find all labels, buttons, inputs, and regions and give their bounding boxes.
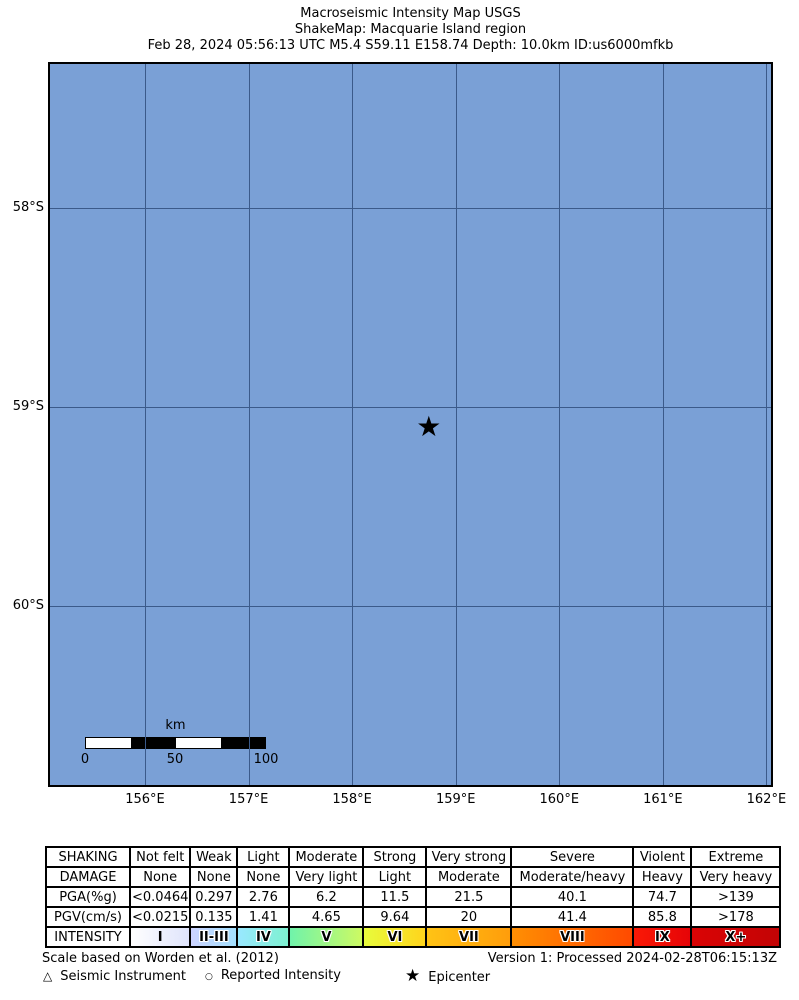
legend-cell: Very heavy <box>691 867 780 887</box>
scale-bar-tick-labels <box>80 752 279 768</box>
legend-cell: Weak <box>190 847 237 867</box>
legend-cell: None <box>130 867 190 887</box>
legend-item-reported-intensity <box>205 966 341 987</box>
legend-cell: 6.2 <box>289 887 363 907</box>
legend-row-shaking <box>46 847 780 867</box>
scale-bar-segment <box>86 738 131 748</box>
legend-cell: Not felt <box>130 847 190 867</box>
legend-cell: 0.297 <box>190 887 237 907</box>
intensity-cell-viii: VIII <box>511 927 633 947</box>
grid-line-parallel <box>50 407 771 408</box>
legend-cell: >178 <box>691 907 780 927</box>
legend-cell: None <box>237 867 289 887</box>
legend-cell: >139 <box>691 887 780 907</box>
grid-line-meridian <box>352 64 353 785</box>
scale-bar-unit-label: km <box>165 718 186 733</box>
legend-cell: 4.65 <box>289 907 363 927</box>
legend-cell: Moderate <box>426 867 511 887</box>
scale-bar-segment <box>131 738 176 748</box>
grid-line-meridian <box>663 64 664 785</box>
legend-cell: Strong <box>363 847 426 867</box>
legend-row-damage <box>46 867 780 887</box>
legend-item-seismic-instrument <box>43 966 186 987</box>
y-tick-label: 58°S <box>12 200 44 215</box>
y-tick-label: 60°S <box>12 598 44 613</box>
legend-cell: Light <box>237 847 289 867</box>
legend-cell: <0.0215 <box>130 907 190 927</box>
legend-item-label: Reported Intensity <box>220 968 341 983</box>
grid-line-meridian <box>456 64 457 785</box>
legend-item-label: Epicenter <box>428 970 491 985</box>
x-tick-label: 161°E <box>643 792 683 807</box>
intensity-cell-vii: VII <box>426 927 511 947</box>
legend-cell: Very strong <box>426 847 511 867</box>
map-scale-bar <box>80 718 279 768</box>
legend-cell: 2.76 <box>237 887 289 907</box>
intensity-cell-iv: IV <box>237 927 289 947</box>
legend-cell: Moderate/heavy <box>511 867 633 887</box>
intensity-cell-i: I <box>130 927 190 947</box>
legend-item-label: Seismic Instrument <box>60 969 186 984</box>
version-processed-note: Version 1: Processed 2024-02-28T06:15:13Z <box>487 951 777 966</box>
map-canvas <box>48 62 773 787</box>
scale-tick-100: 100 <box>253 752 279 767</box>
intensity-legend-table <box>45 846 781 948</box>
y-tick-label: 59°S <box>12 399 44 414</box>
legend-cell: 40.1 <box>511 887 633 907</box>
legend-cell: 41.4 <box>511 907 633 927</box>
legend-cell: 1.41 <box>237 907 289 927</box>
legend-row-pgvcms <box>46 907 780 927</box>
intensity-cell-ii-iii: II-III <box>190 927 237 947</box>
legend-cell: 20 <box>426 907 511 927</box>
scale-bar-segment <box>221 738 265 748</box>
figure-subtitle: ShakeMap: Macquarie Island region <box>294 22 527 37</box>
intensity-cell-ix: IX <box>633 927 691 947</box>
grid-line-meridian <box>249 64 250 785</box>
intensity-cell-v: V <box>289 927 363 947</box>
legend-row-pgag <box>46 887 780 907</box>
figure-title: Macroseismic Intensity Map USGS <box>300 6 521 21</box>
legend-cell: Heavy <box>633 867 691 887</box>
legend-cell: 9.64 <box>363 907 426 927</box>
legend-row-header: PGA(%g) <box>46 887 130 907</box>
legend-cell: Severe <box>511 847 633 867</box>
x-tick-label: 156°E <box>125 792 165 807</box>
legend-row-header: SHAKING <box>46 847 130 867</box>
grid-line-meridian <box>559 64 560 785</box>
legend-cell: 0.135 <box>190 907 237 927</box>
grid-line-meridian <box>145 64 146 785</box>
star-icon: ★ <box>405 966 421 986</box>
legend-cell: Light <box>363 867 426 887</box>
x-tick-label: 158°E <box>332 792 372 807</box>
legend-cell: Extreme <box>691 847 780 867</box>
epicenter-star-icon: ★ <box>416 409 442 443</box>
intensity-cell-x+: X+ <box>691 927 780 947</box>
grid-line-meridian <box>766 64 767 785</box>
legend-cell: 85.8 <box>633 907 691 927</box>
legend-cell: Moderate <box>289 847 363 867</box>
symbol-legend <box>0 966 799 986</box>
legend-cell: Violent <box>633 847 691 867</box>
legend-row-header: INTENSITY <box>46 927 130 947</box>
x-tick-label: 160°E <box>539 792 580 807</box>
triangle-icon: △ <box>43 969 53 983</box>
grid-line-parallel <box>50 606 771 607</box>
legend-cell: Very light <box>289 867 363 887</box>
x-tick-label: 157°E <box>228 792 269 807</box>
grid-line-parallel <box>50 208 771 209</box>
legend-cell: 11.5 <box>363 887 426 907</box>
event-info-line: Feb 28, 2024 05:56:13 UTC M5.4 S59.11 E158.74 Depth: 10.0km ID:us6000mfkb <box>147 38 674 53</box>
x-tick-label: 159°E <box>435 792 476 807</box>
legend-row-header: DAMAGE <box>46 867 130 887</box>
scale-reference-note: Scale based on Worden et al. (2012) <box>42 951 279 966</box>
figure-titles <box>48 6 773 54</box>
legend-cell: None <box>190 867 237 887</box>
scale-bar-graphic <box>85 737 266 749</box>
scale-tick-50: 50 <box>166 752 184 767</box>
scale-bar-segment <box>176 738 221 748</box>
legend-cell: 21.5 <box>426 887 511 907</box>
intensity-cell-vi: VI <box>363 927 426 947</box>
legend-row-intensity <box>46 927 780 947</box>
x-tick-label: 162°E <box>746 792 787 807</box>
legend-item-epicenter <box>405 966 490 988</box>
legend-cell: <0.0464 <box>130 887 190 907</box>
circle-icon: ○ <box>205 972 213 982</box>
legend-row-header: PGV(cm/s) <box>46 907 130 927</box>
scale-tick-0: 0 <box>80 752 90 767</box>
legend-cell: 74.7 <box>633 887 691 907</box>
